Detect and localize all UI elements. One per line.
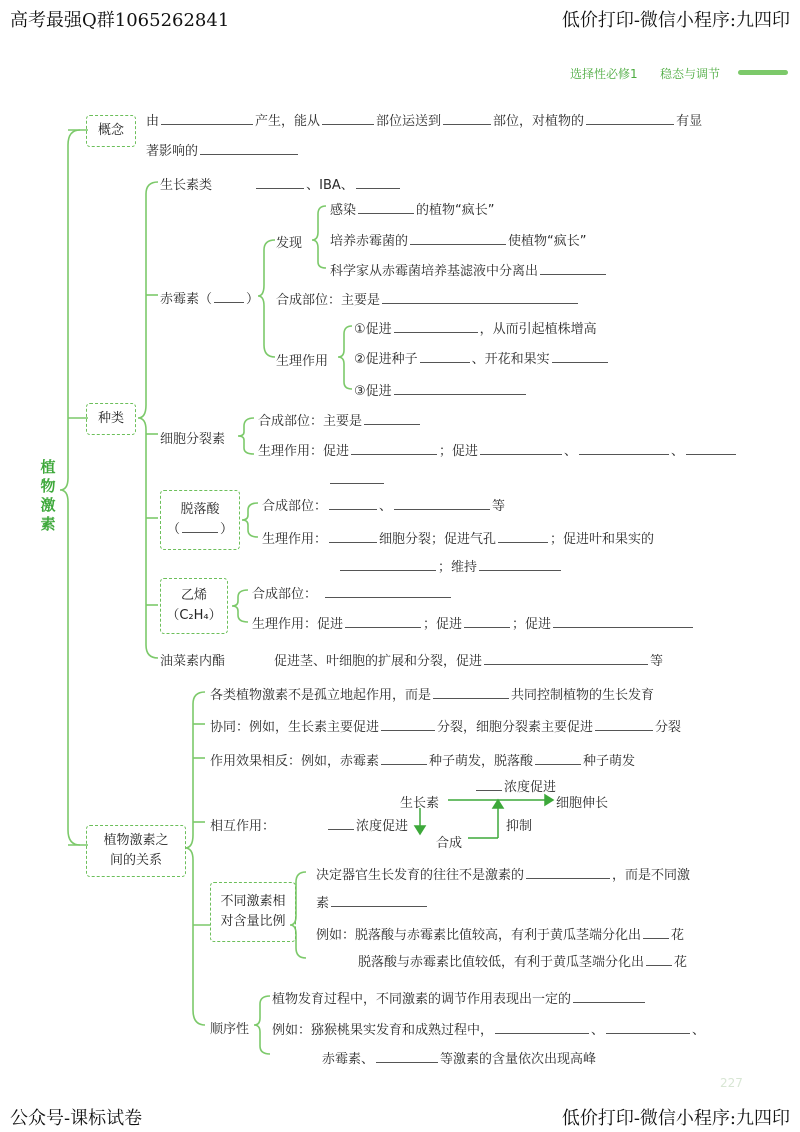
blank [420, 350, 470, 363]
ratio-text: ，而是不同激 [612, 868, 691, 883]
site-text: 合成部位： [262, 499, 328, 514]
ratio-text: 花 [674, 955, 688, 970]
footer-left: 公众号-课标试卷 [10, 1108, 143, 1129]
relations-label: 植物激素之 [103, 833, 169, 848]
aba-site [262, 495, 505, 514]
physio-text: ；促进叶和果实的 [550, 532, 655, 547]
physio-text: 生理作用： [262, 532, 328, 547]
section-book: 选择性必修1 [570, 67, 638, 81]
blank [394, 382, 526, 395]
interaction-inhibit: 抑制 [506, 819, 533, 834]
blank [325, 585, 451, 598]
relations-r2 [210, 716, 681, 735]
rel-text: 分裂 [655, 720, 682, 735]
order-label: 顺序性 [210, 1022, 250, 1037]
aba-box [160, 490, 240, 550]
ratio-text: 决定器官生长发育的往往不是激素的 [316, 868, 525, 883]
concept-line1 [146, 110, 702, 129]
blank [495, 1021, 589, 1034]
ratio-q1 [316, 864, 690, 883]
physio-text: ；维持 [438, 560, 478, 575]
order-o3 [322, 1048, 596, 1067]
relations-r3 [210, 750, 635, 769]
interaction-synth: 合成 [436, 836, 463, 851]
blank [646, 953, 672, 966]
physio-text: ；促进 [423, 617, 463, 632]
blank [329, 497, 377, 510]
blank [382, 291, 578, 304]
ethylene-site [252, 583, 453, 602]
interaction-low [326, 815, 408, 834]
concept-text: 产生，能从 [255, 114, 321, 129]
blank [573, 990, 645, 1003]
blank [358, 201, 414, 214]
types-box [86, 403, 136, 435]
ethylene-box [160, 578, 228, 634]
blank [464, 615, 510, 628]
concept-box [86, 115, 136, 147]
order-text: 、 [692, 1023, 706, 1038]
discover-3 [330, 260, 608, 279]
header-right: 低价打印-微信小程序:九四印 [561, 10, 790, 31]
blank [595, 718, 653, 731]
blank [394, 497, 490, 510]
auxin-label: 生长素类 [160, 178, 213, 193]
rel-text: 种子萌发 [583, 754, 636, 769]
physio-text: ；促进 [439, 444, 479, 459]
blank [586, 112, 674, 125]
relations-box [86, 825, 186, 877]
discover-2 [330, 230, 587, 249]
concept-line2 [146, 140, 300, 159]
auxin-text: 、IBA、 [306, 178, 354, 193]
physio-text: 生理作用：促进 [252, 617, 344, 632]
blank [606, 1021, 690, 1034]
rel-text: 分裂，细胞分裂素主要促进 [437, 720, 594, 735]
rel-text: 协同：例如，生长素主要促进 [210, 720, 380, 735]
physio-3 [354, 380, 528, 399]
blank [381, 752, 427, 765]
aba-abbr-close: ） [220, 522, 234, 537]
interaction-elong: 细胞伸长 [556, 796, 609, 811]
site-text: 等 [492, 499, 506, 514]
ethylene-physio [252, 613, 695, 632]
blank [200, 142, 298, 155]
blank [329, 530, 377, 543]
aba-abbr-row [167, 520, 233, 540]
physio-text: ③促进 [354, 384, 392, 399]
order-text: 赤霉素、 [322, 1052, 375, 1067]
blank [480, 442, 562, 455]
blank [535, 752, 581, 765]
concept-label: 概念 [97, 123, 124, 138]
blank [433, 686, 509, 699]
relations-r1 [210, 684, 654, 703]
interaction-low-text: 浓度促进 [356, 819, 409, 834]
blank [579, 442, 669, 455]
blank [161, 112, 253, 125]
aba-physio2 [338, 556, 563, 575]
blank [345, 615, 421, 628]
ratio-label: 对含量比例 [220, 914, 286, 929]
blank [322, 112, 374, 125]
site-text: 合成部位：主要是 [276, 293, 381, 308]
root-title [39, 458, 57, 534]
physio-text: ②促进种子 [354, 352, 418, 367]
discover-text: 使植物“疯长” [508, 234, 587, 249]
ratio-text: 花 [671, 928, 685, 943]
cytokinin-label: 细胞分裂素 [160, 432, 226, 447]
blank [410, 232, 506, 245]
cytokinin-physio [258, 440, 738, 459]
blank [394, 320, 478, 333]
aba-physio [262, 528, 654, 547]
discover-text: 感染 [330, 203, 357, 218]
physio-text: 生理作用：促进 [258, 444, 350, 459]
bras-text: 促进茎、叶细胞的扩展和分裂，促进 [274, 654, 483, 669]
blank [553, 615, 693, 628]
physio-text: 细胞分裂；促进气孔 [379, 532, 497, 547]
interaction-high-text: 浓度促进 [504, 780, 557, 795]
order-text: 例如：猕猴桃果实发育和成熟过程中， [272, 1023, 494, 1038]
ratio-text: 脱落酸与赤霉素比值较低，有利于黄瓜茎端分化出 [358, 955, 645, 970]
blank [381, 718, 435, 731]
ratio-q1b [316, 892, 429, 911]
blank [356, 176, 400, 189]
ratio-text: 素 [316, 896, 330, 911]
header-left: 高考最强Q群1065262841 [10, 10, 230, 31]
bras-text: 等 [650, 654, 664, 669]
physio-text: 、 [564, 444, 578, 459]
cytokinin-site [258, 410, 422, 429]
ratio-q3 [358, 951, 687, 970]
ratio-box [210, 882, 296, 942]
discover-text: 的植物“疯长” [416, 203, 495, 218]
physio-text: ①促进 [354, 322, 392, 337]
blank [351, 442, 437, 455]
blank [526, 866, 610, 879]
brassinosteroid-text [274, 650, 663, 669]
interaction-auxin: 生长素 [400, 796, 440, 811]
blank [552, 350, 608, 363]
gibberellin-site [276, 289, 580, 308]
gibberellin-discover: 发现 [276, 236, 303, 251]
blank [364, 412, 420, 425]
blank [443, 112, 491, 125]
page-number: 227 [720, 1076, 743, 1090]
blank [498, 530, 548, 543]
blank [686, 442, 736, 455]
gibberellin-physio: 生理作用 [276, 354, 329, 369]
blank [328, 817, 354, 830]
interaction-high [474, 776, 556, 795]
blank [476, 778, 502, 791]
concept-text: 由 [146, 114, 160, 129]
concept-text: 有显 [676, 114, 703, 129]
blank [214, 290, 244, 303]
site-text: 合成部位： [252, 587, 318, 602]
auxin-row [160, 174, 402, 193]
blank [643, 926, 669, 939]
rel-text: 种子萌发，脱落酸 [429, 754, 534, 769]
blank [340, 558, 436, 571]
aba-label: 脱落酸 [180, 502, 220, 517]
site-text: 、 [379, 499, 393, 514]
relations-label: 间的关系 [109, 853, 162, 868]
blank [479, 558, 561, 571]
concept-text: 著影响的 [146, 144, 199, 159]
blank [376, 1050, 438, 1063]
blank [484, 652, 648, 665]
physio-text: 、 [671, 444, 685, 459]
ratio-text: 例如：脱落酸与赤霉素比值较高，有利于黄瓜茎端分化出 [316, 928, 642, 943]
physio-text: 、开花和果实 [471, 352, 550, 367]
types-label: 种类 [97, 411, 124, 426]
rel-text: 共同控制植物的生长发育 [511, 688, 655, 703]
aba-abbr-open: （ [166, 522, 180, 537]
interaction-label: 相互作用： [210, 819, 276, 834]
order-text: 等激素的含量依次出现高峰 [440, 1052, 597, 1067]
ethylene-label: 乙烯 [180, 588, 207, 603]
order-o2 [272, 1019, 705, 1038]
blank [330, 483, 384, 484]
root-title-text: 植物激素 [40, 458, 56, 533]
rel-text: 作用效果相反：例如，赤霉素 [210, 754, 380, 769]
section-topic: 稳态与调节 [660, 67, 721, 81]
physio-text: ；促进 [512, 617, 552, 632]
ratio-q2 [316, 924, 684, 943]
discover-text: 科学家从赤霉菌培养基滤液中分离出 [330, 264, 539, 279]
blank [540, 262, 606, 275]
order-text: 植物发育过程中，不同激素的调节作用表现出一定的 [272, 992, 572, 1007]
physio-2 [354, 348, 610, 367]
physio-1 [354, 318, 597, 337]
blank [331, 894, 427, 907]
blank [256, 176, 304, 189]
order-o1 [272, 988, 647, 1007]
site-text: 合成部位：主要是 [258, 414, 363, 429]
ratio-label: 不同激素相 [220, 894, 286, 909]
physio-text: ，从而引起植株增高 [479, 322, 597, 337]
rel-text: 各类植物激素不是孤立地起作用，而是 [210, 688, 432, 703]
brassinosteroid-label: 油菜素内酯 [160, 654, 226, 669]
gibberellin-label-end: ） [246, 292, 260, 307]
blank [182, 520, 218, 533]
gibberellin-label [160, 288, 259, 307]
ethylene-formula: （C₂H₄） [166, 608, 222, 623]
discover-1 [330, 199, 495, 218]
discover-text: 培养赤霉菌的 [330, 234, 409, 249]
concept-text: 部位，对植物的 [493, 114, 585, 129]
order-text: 、 [591, 1023, 605, 1038]
concept-text: 部位运送到 [376, 114, 442, 129]
footer-right: 低价打印-微信小程序:九四印 [561, 1108, 790, 1129]
gibberellin-label-text: 赤霉素（ [160, 292, 213, 307]
